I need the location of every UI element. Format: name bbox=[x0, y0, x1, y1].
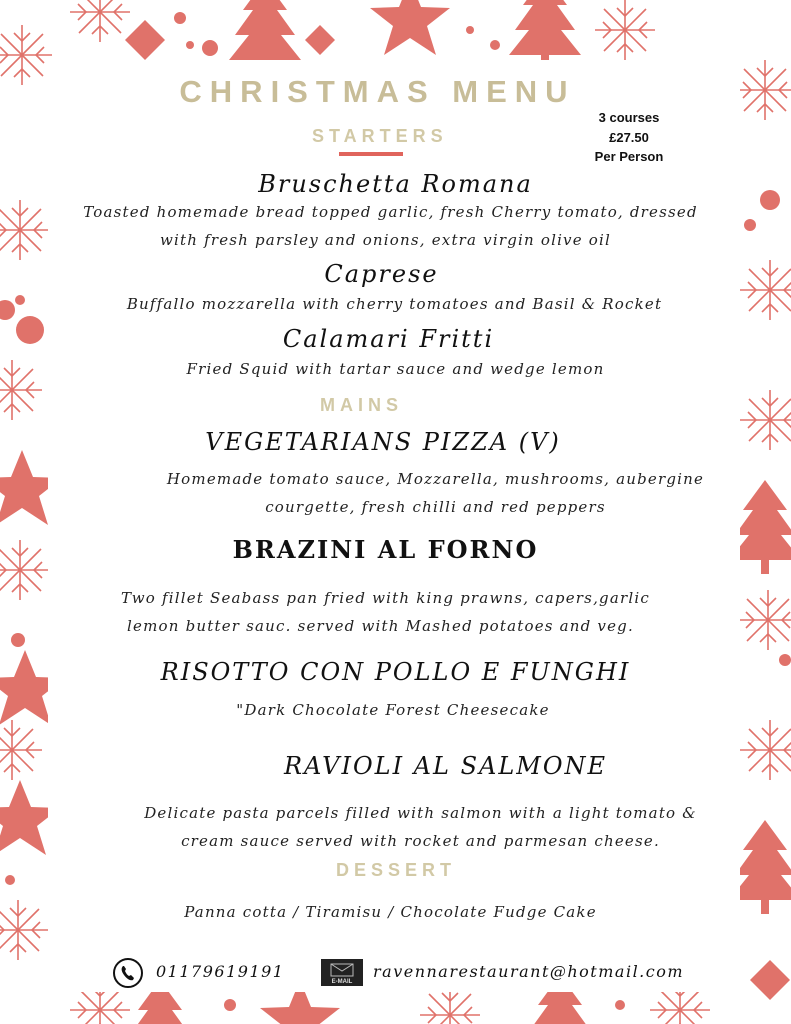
email-icon bbox=[321, 959, 363, 986]
price-amount: £27.50 bbox=[609, 129, 649, 145]
dish-description: Toasted homemade bread topped garlic, fresh Cherry tomato, dressed bbox=[83, 203, 698, 221]
dish-name: RISOTTO CON POLLO E FUNGHI bbox=[160, 658, 631, 686]
mains-heading: MAINS bbox=[320, 395, 403, 415]
phone-icon bbox=[113, 958, 143, 988]
dessert-items: Panna cotta / Tiramisu / Chocolate Fudge Cake bbox=[184, 903, 597, 921]
menu-title: CHRISTMAS MENU bbox=[179, 74, 576, 109]
price-block bbox=[582, 108, 676, 167]
dish-name: Caprese bbox=[324, 260, 439, 288]
dish-description: "Dark Chocolate Forest Cheesecake bbox=[236, 701, 550, 719]
dish-name: VEGETARIANS PIZZA (V) bbox=[205, 428, 561, 456]
dish-description: Fried Squid with tartar sauce and wedge lemon bbox=[186, 360, 605, 378]
dish-description: Homemade tomato sauce, Mozzarella, mushrooms, aubergine bbox=[166, 470, 705, 488]
dish-description: Buffallo mozzarella with cherry tomatoes and Basil & Rocket bbox=[126, 295, 663, 313]
dish-name: RAVIOLI AL SALMONE bbox=[283, 752, 608, 780]
dish-name: BRAZINI AL FORNO bbox=[232, 535, 539, 564]
price-per-person: Per Person bbox=[594, 149, 664, 164]
phone-number[interactable]: 01179619191 bbox=[156, 962, 285, 981]
dish-description: Two fillet Seabass pan fried with king prawns, capers,garlic bbox=[121, 589, 650, 607]
price-courses: 3 courses bbox=[598, 110, 660, 125]
email-icon-label: E-MAIL bbox=[331, 979, 353, 985]
dish-description: Delicate pasta parcels filled with salmon with a light tomato & bbox=[144, 804, 697, 822]
dessert-heading: DESSERT bbox=[336, 860, 457, 880]
dish-name: Calamari Fritti bbox=[282, 325, 495, 353]
heading-underline bbox=[339, 152, 403, 156]
starters-heading: STARTERS bbox=[312, 126, 448, 146]
dish-description: lemon butter sauc. served with Mashed potatoes and veg. bbox=[127, 617, 634, 635]
email-address[interactable]: ravennarestaurant@hotmail.com bbox=[373, 962, 685, 981]
dish-description: courgette, fresh chilli and red peppers bbox=[265, 498, 606, 516]
dish-description: with fresh parsley and onions, extra virgin olive oil bbox=[159, 231, 612, 249]
dish-description: cream sauce served with rocket and parmesan cheese. bbox=[181, 832, 660, 850]
dish-name: Bruschetta Romana bbox=[258, 170, 533, 198]
